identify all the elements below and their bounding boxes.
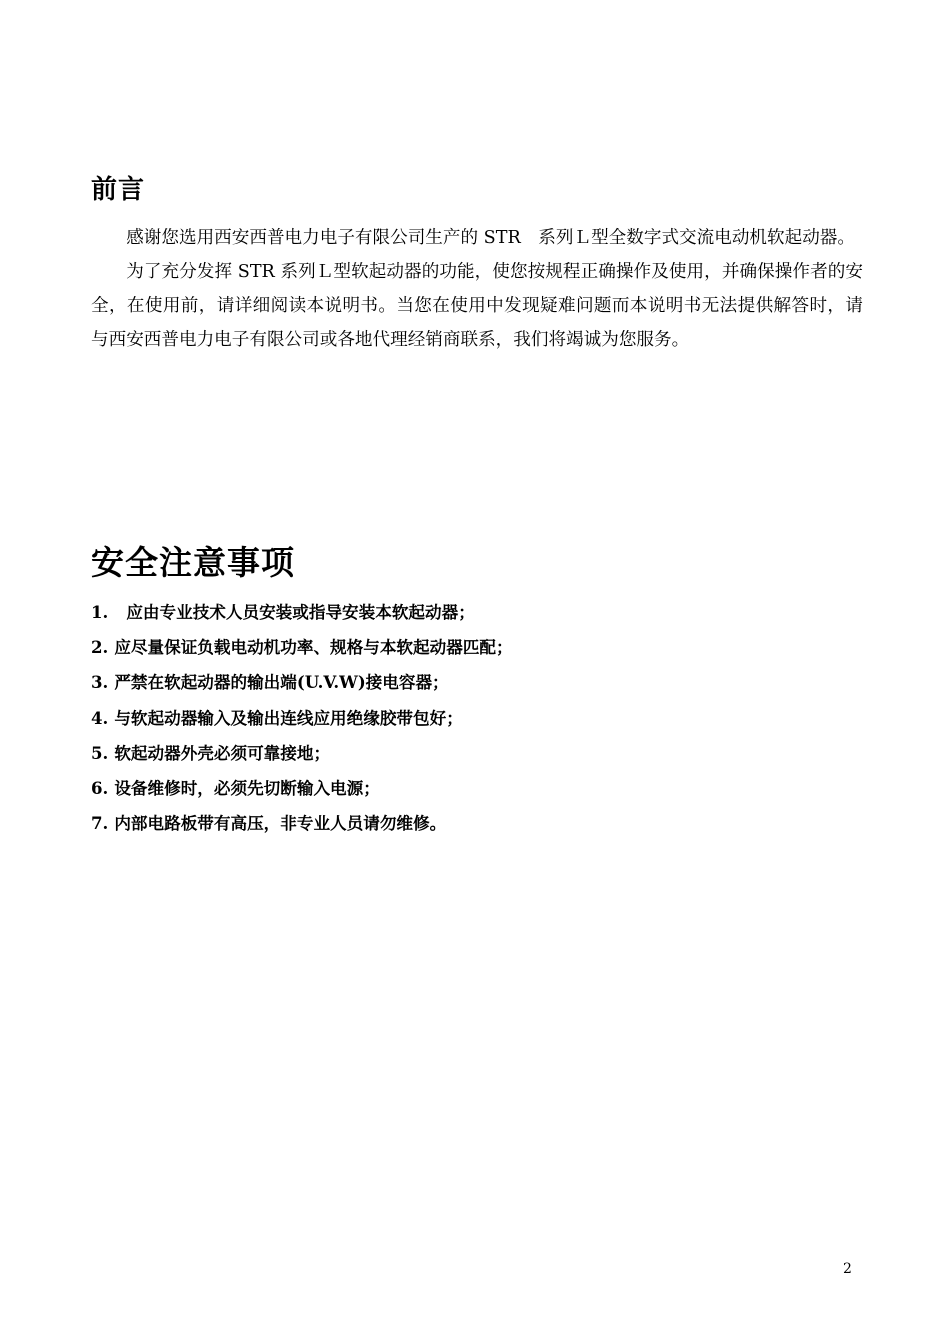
safety-item [91,701,863,736]
safety-item-text: 与软起动器输入及输出连线应用绝缘胶带包好； [114,707,463,728]
safety-item-text: 软起动器外壳必须可靠接地； [114,742,331,763]
safety-item-number: 5. [91,742,109,763]
safety-item [91,771,863,806]
safety-item [91,665,863,700]
safety-item-text: 应尽量保证负载电动机功率、规格与本软起动器匹配； [114,637,513,658]
preface-title: 前言 [91,175,146,205]
preface-body [91,221,863,357]
page-number: 2 [843,1261,852,1277]
safety-item-text: 应由专业技术人员安装或指导安装本软起动器； [126,602,475,622]
safety-item [91,736,863,771]
safety-item [91,806,863,841]
safety-item-number: 7. [91,813,109,834]
safety-item [91,630,863,665]
safety-item-text: 内部电路板带有高压，非专业人员请勿维修。 [114,813,447,834]
safety-item-text: 严禁在软起动器的输出端(U.V.W)接电容器； [114,672,449,693]
safety-item-text: 设备维修时，必须先切断输入电源； [114,778,380,799]
safety-title: 安全注意事项 [91,543,295,582]
preface-paragraph-1: 感谢您选用西安西普电力电子有限公司生产的 STR 系列Ｌ型全数字式交流电动机软起动器。 [126,228,855,248]
safety-item-number: 4. [91,707,109,728]
preface-paragraph-2: 为了充分发挥 STR 系列Ｌ型软起动器的功能，使您按规程正确操作及使用，并确保操作者的安全，在使用前，请详细阅读本说明书。当您在使用中发现疑难问题而本说明书无法提供解答时，请与西安西普电力电子有限公司或各地代理经销商联系，我们将竭诚为您服务。 [91,262,863,350]
safety-item-number: 6. [91,778,109,799]
safety-item-number: 3. [91,672,109,693]
safety-item-number: 1. [91,602,109,622]
safety-item [91,595,863,630]
safety-item-number: 2. [91,637,109,658]
safety-list [91,595,863,841]
